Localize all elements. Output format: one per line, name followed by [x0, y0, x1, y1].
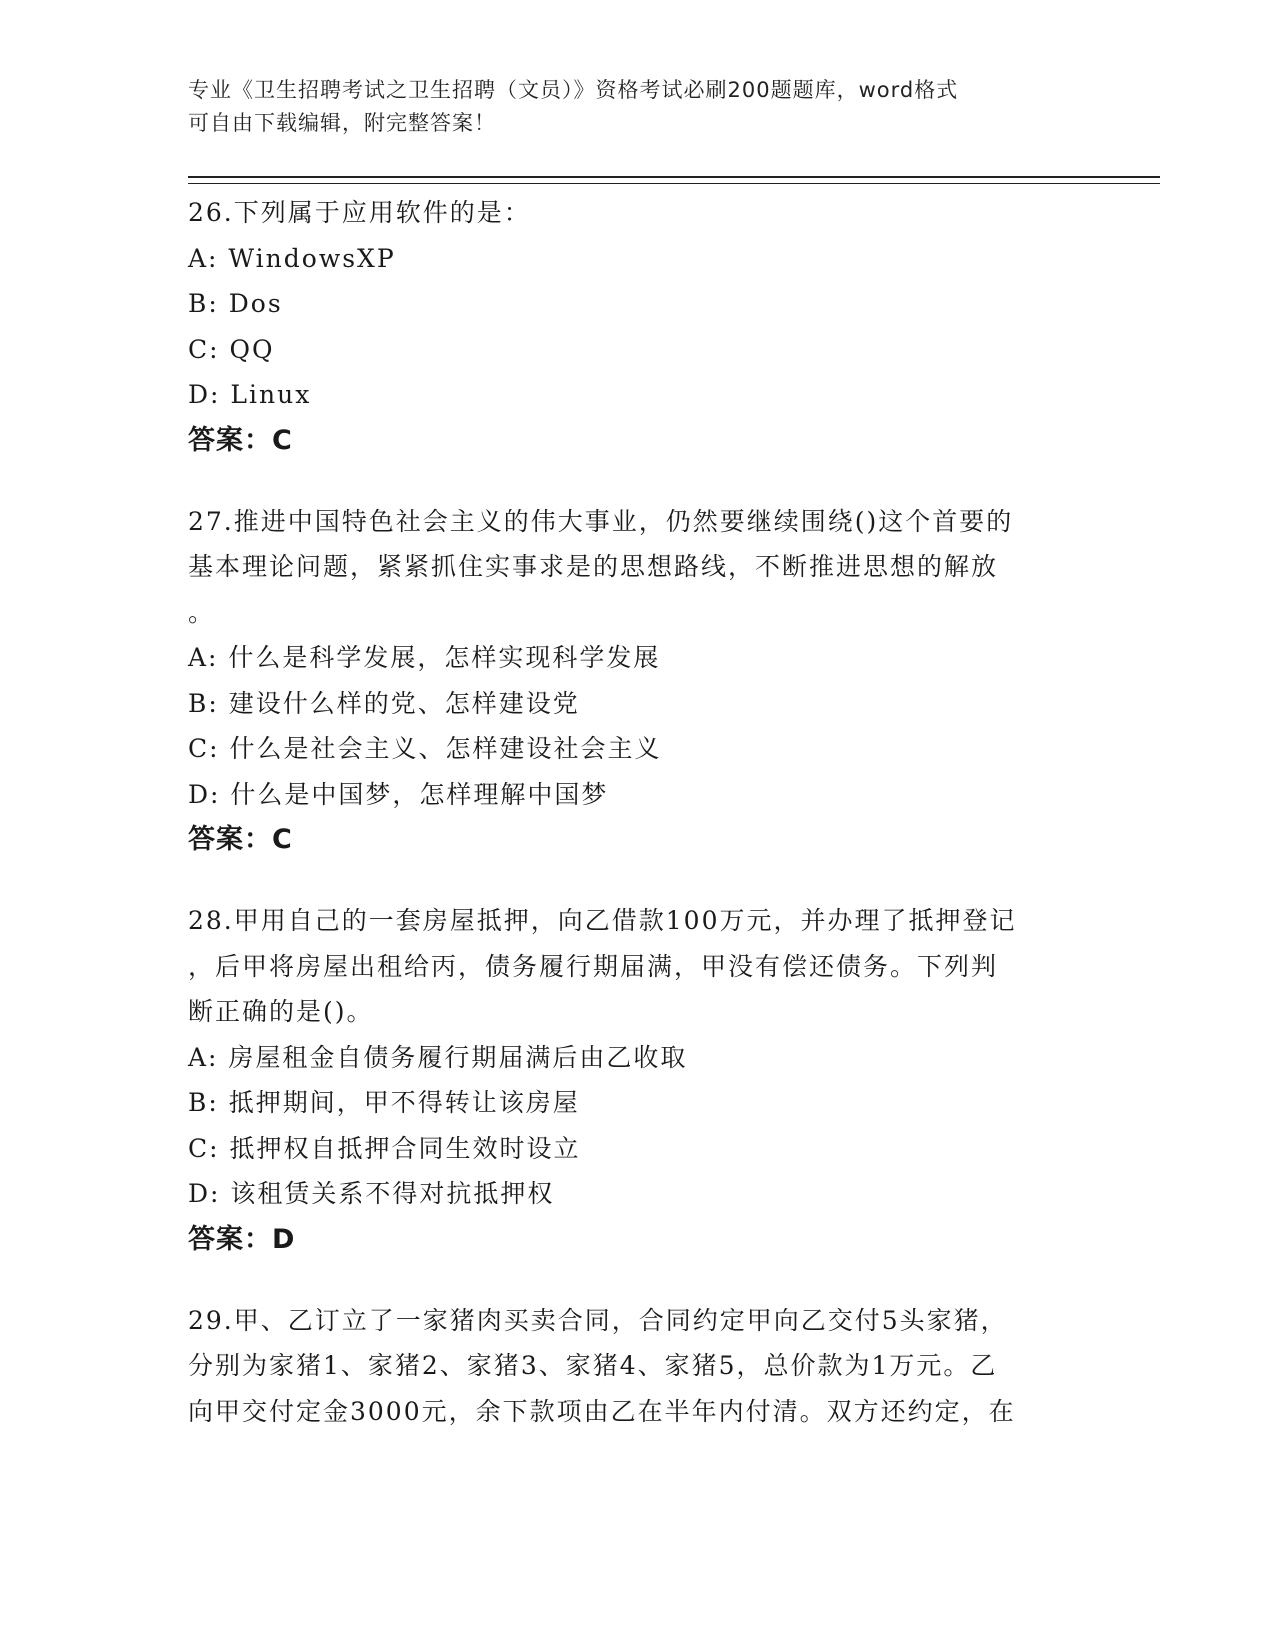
option-d: D: 什么是中国梦，怎样理解中国梦 [188, 779, 609, 809]
answer-label: 答案：C [188, 424, 293, 456]
question-28 [188, 898, 1088, 1263]
option-a: A: WindowsXP [188, 243, 396, 273]
answer-label: 答案：C [188, 824, 293, 855]
option-a: A: 房屋租金自债务履行期届满后由乙收取 [188, 1042, 688, 1072]
option-c: C: 什么是社会主义、怎样建设社会主义 [188, 734, 662, 763]
question-stem-line: 29.甲、乙订立了一家猪肉买卖合同，合同约定甲向乙交付5头家猪， [188, 1305, 1008, 1335]
option-d: D: 该租赁关系不得对抗抵押权 [188, 1179, 555, 1208]
option-c: C: 抵押权自抵押合同生效时设立 [188, 1133, 581, 1163]
question-stem-line: 28.甲用自己的一套房屋抵押，向乙借款100万元，并办理了抵押登记 [188, 906, 1017, 935]
answer-label: 答案：D [188, 1223, 296, 1255]
question-stem-line: 断正确的是()。 [188, 997, 374, 1026]
option-b: B: 抵押期间，甲不得转让该房屋 [188, 1088, 580, 1117]
header-divider-thin [188, 183, 1160, 184]
question-stem-line: 27.推进中国特色社会主义的伟大事业，仍然要继续围绕()这个首要的 [188, 506, 1014, 536]
question-29 [188, 1298, 1088, 1435]
header-line-2: 可自由下载编辑，附完整答案！ [188, 111, 496, 135]
option-b: B: 建设什么样的党、怎样建设党 [188, 688, 580, 718]
question-26 [188, 190, 1088, 464]
header-divider-thick [188, 176, 1160, 178]
question-stem-line: ，后甲将房屋出租给丙，债务履行期届满，甲没有偿还债务。下列判 [188, 951, 999, 981]
option-d: D: Linux [188, 380, 312, 409]
question-stem-line: 26.下列属于应用软件的是： [188, 198, 531, 227]
question-stem-line: 向甲交付定金3000元，余下款项由乙在半年内付清。双方还约定，在 [188, 1396, 1016, 1426]
question-stem-line: 分别为家猪1、家猪2、家猪3、家猪4、家猪5，总价款为1万元。乙 [188, 1351, 998, 1380]
option-c: C: QQ [188, 334, 275, 364]
option-b: B: Dos [188, 289, 283, 318]
question-stem-line: 。 [188, 597, 216, 627]
question-list [188, 190, 1088, 1469]
header-line-1: 专业《卫生招聘考试之卫生招聘（文员）》资格考试必刷200题题库，word格式 [188, 78, 959, 102]
option-a: A: 什么是科学发展，怎样实现科学发展 [188, 643, 661, 672]
question-27 [188, 499, 1088, 864]
question-stem-line: 基本理论问题，紧紧抓住实事求是的思想路线，不断推进思想的解放 [188, 552, 999, 581]
document-header [188, 74, 1088, 140]
